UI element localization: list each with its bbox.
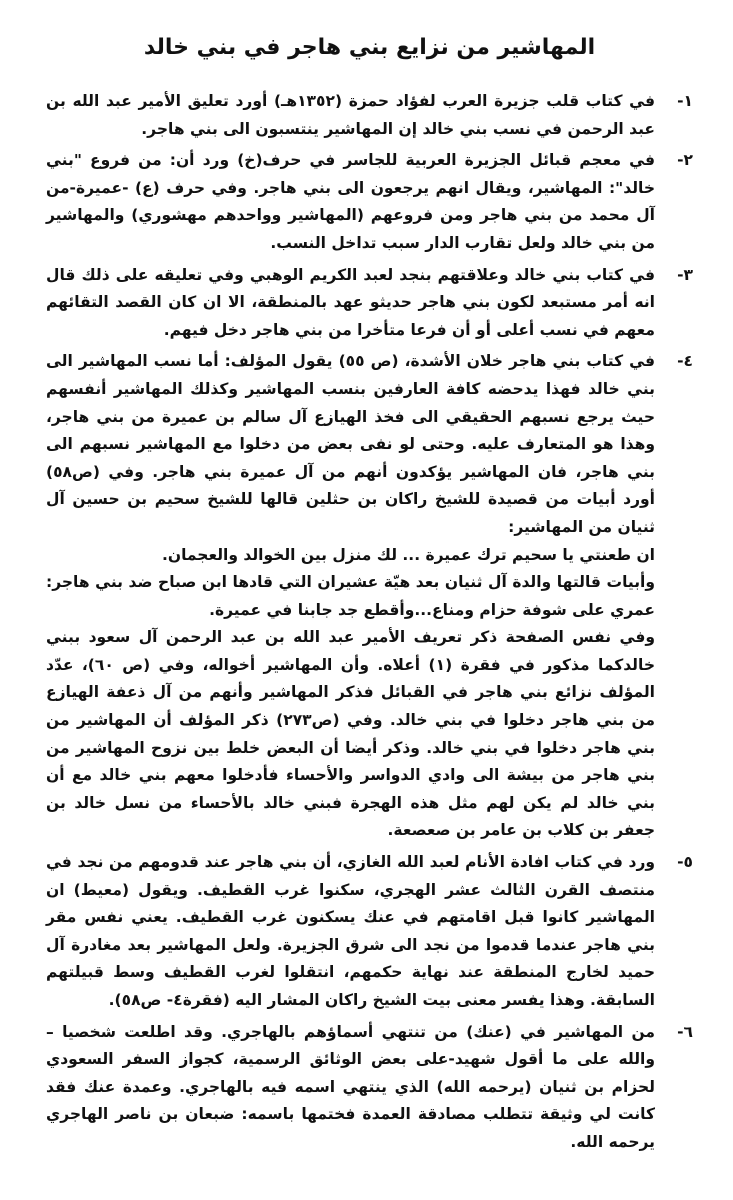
list-item	[46, 849, 693, 1015]
list-item-text	[46, 1019, 655, 1157]
list-item-number: ٣-	[677, 265, 693, 284]
list-item-text	[46, 348, 655, 845]
list-item-text	[46, 88, 655, 143]
list-item-text	[46, 849, 655, 1015]
paragraph: في معجم قبائل الجزيرة العربية للجاسر في حرف(خ) ورد أن: من فروع "بني خالد": المهاشير، ويقال انهم يرجعون الى بني هاجر. وفي حرف (ع) -عميرة-من آل محمد من بني هاجر ومن فروعهم (المهاشير وواحدهم مهشوري) والمهاشير من بني خالد ولعل تقارب الدار سبب تداخل النسب.	[46, 151, 655, 252]
list-item	[46, 147, 693, 257]
page-title: المهاشير من نزايع بني هاجر في بني خالد	[143, 35, 596, 60]
paragraph: وأبيات قالتها والدة آل ثنيان بعد هيّة عشيران التي قادها ابن صباح ضد بني هاجر: عمري على شوفة حزام ومناع...وأقطع جد جابنا في عميرة.	[46, 573, 655, 619]
paragraph: من المهاشير في (عنك) من تنتهي أسماؤهم بالهاجري. وقد اطلعت شخصيا – والله على ما أقول شهيد-على بعض الوثائق الرسمية، كجواز السفر السعودي لحزام بن ثنيان (يرحمه الله) الذي ينتهي اسمه فيه بالهاجري. وعمدة عنك فقد كانت لي وثيقة تتطلب مصادقة العمدة فختمها باسمه: ضبعان بن ناصر الهاجري يرحمه الله.	[46, 1022, 655, 1151]
list-item-number: ١-	[677, 92, 693, 110]
list-item	[46, 348, 693, 845]
paragraph: في كتاب بني هاجر خلان الأشدة، (ص ٥٥) يقول المؤلف: أما نسب المهاشير الى بني خالد فهذا يدحضه كافة العارفين بنسب المهاشير وكذلك المهاشير أنفسهم حيث يرجع نسبهم الحقيقي الى فخذ الهيازع آل سالم بن عميرة من بني هاجر، وهذا هو المتعارف عليه. وحتى لو نفى بعض من دخلوا مع المهاشير نسبهم الى بني هاجر، فان المهاشير يؤكدون أنهم من آل عميرة بني هاجر. وفي (ص٥٨) أورد أبيات من قصيدة للشيخ راكان بن حثلين قالها للشيخ سحيم بن حسين آل ثنيان من المهاشير:	[46, 352, 655, 536]
list-item-text	[46, 147, 655, 257]
paragraph: في كتاب بني خالد وعلاقتهم بنجد لعبد الكريم الوهبي وفي تعليقه على ذلك قال انه أمر مستبعد لكون بني هاجر حديثو عهد بالمنطقة، الا ان كان القصد التقائهم معهم في نسب أعلى أو أن فرعا متأخرا من بني هاجر دخل فيهم.	[46, 265, 655, 339]
list-item-number: ٥-	[677, 853, 693, 872]
paragraph: في كتاب قلب جزيرة العرب لفؤاد حمزة (١٣٥٢هـ) أورد تعليق الأمير عبد الله بن عبد الرحمن في نسب بني خالد إن المهاشير ينتسبون الى بني هاجر.	[46, 92, 655, 138]
list-item-text	[46, 262, 655, 345]
list-item	[46, 1019, 693, 1157]
list-item	[46, 88, 693, 143]
paragraph: ورد في كتاب افادة الأنام لعبد الله الغازي، أن بني هاجر عند قدومهم من نجد في منتصف القرن الثالث عشر الهجري، سكنوا غرب القطيف. ويقول (معيط) ان المهاشير كانوا قبل اقامتهم في عنك يسكنون غرب القطيف. يعني نفس مقر بني هاجر عندما قدموا من نجد الى شرق الجزيرة. ولعل المهاشير بعد مغادرة آل حميد لخارج المنطقة عند نهاية حكمهم، انتقلوا لغرب القطيف وسط قبيلتهم السابقة. وهذا يفسر معنى بيت الشيخ راكان المشار اليه (فقرة٤- ص٥٨).	[46, 853, 655, 1009]
list-item-number: ٦-	[677, 1022, 693, 1041]
list-item-number: ٢-	[677, 151, 693, 170]
list-item-number: ٤-	[677, 352, 693, 371]
poem-verse: ان طعنتي يا سحيم ترك عميرة ... لك منزل بين الخوالد والعجمان.	[161, 545, 655, 564]
list-item	[46, 262, 693, 345]
paragraph: وفي نفس الصفحة ذكر تعريف الأمير عبد الله بن عبد الرحمن آل سعود ببني خالدكما مذكور في فقرة (١) أعلاه. وأن المهاشير أخواله، وفي (ص ٦٠)، عدّد المؤلف نزائع بني هاجر في القبائل فذكر المهاشير وأنهم من آل ذعفة الهيازع من بني هاجر دخلوا في بني خالد. وفي (ص٢٧٣) ذكر المؤلف أن المهاشير من بني هاجر دخلوا في بني خالد. وذكر أيضا أن البعض خلط بين نزوح المهاشير من بني هاجر من بيشة الى وادي الدواسر والأحساء فأدخلوا معهم بني خالد مع أن بني خالد لم يكن لهم مثل هذه الهجرة فبني خالد بالأحساء من نسل خالد بن جعفر بن كلاب بن عامر بن صعصعة.	[46, 628, 655, 840]
numbered-list	[46, 88, 693, 1157]
